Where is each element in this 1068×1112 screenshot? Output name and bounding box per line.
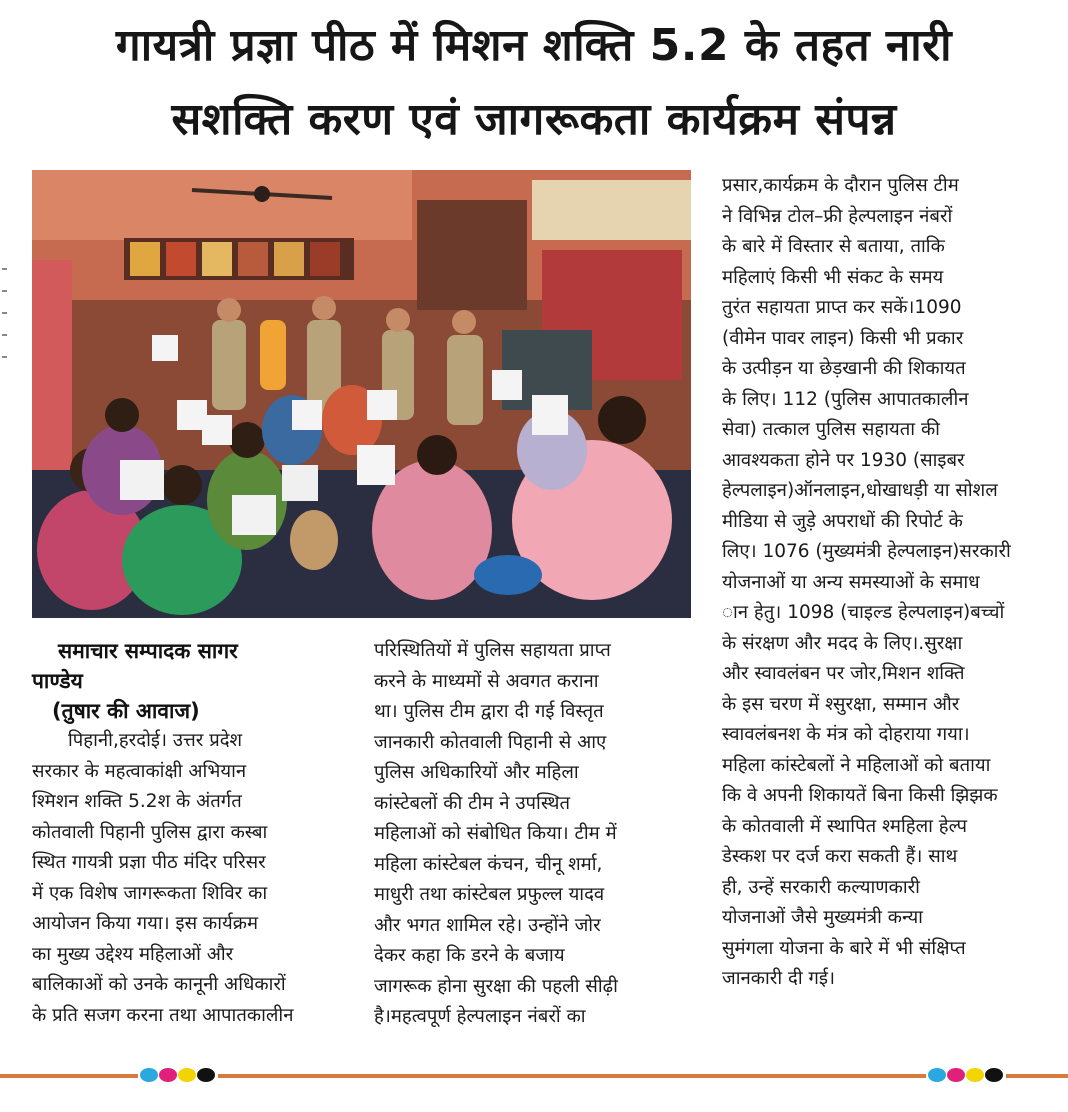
paragraph-line: के कोतवाली में स्थापित श्महिला हेल्प	[722, 815, 968, 837]
paragraph-line: हेल्पलाइन)ऑनलाइन,धोखाधड़ी या सोशल	[722, 480, 998, 501]
paragraph-line: प्रसार,कार्यक्रम के दौरान पुलिस टीम	[722, 175, 959, 196]
paragraph-line: श्मिशन शक्ति 5.2श के अंतर्गत	[32, 791, 242, 812]
paragraph-line: और भगत शामिल रहे। उन्होंने जोर	[374, 914, 601, 936]
byline-line-1: समाचार सम्पादक सागर	[58, 639, 238, 663]
registration-tick	[2, 356, 7, 358]
byline-line-2: पाण्डेय	[32, 669, 83, 693]
paragraph-line: के संरक्षण और मदद के लिए।.सुरक्षा	[722, 632, 963, 654]
paragraph-line: था। पुलिस टीम द्वारा दी गई विस्तृत	[374, 701, 604, 722]
paragraph-line: पिहानी,हरदोई। उत्तर प्रदेश	[68, 730, 243, 751]
registration-tick	[2, 312, 7, 314]
headline-line-2: सशक्ति करण एवं जागरूकता कार्यक्रम संपन्न	[171, 94, 897, 145]
paragraph-line: स्वावलंबनश के मंत्र को दोहराया गया।	[722, 724, 970, 745]
paragraph-line: स्थित गायत्री प्रज्ञा पीठ मंदिर परिसर	[32, 852, 266, 873]
paragraph-line: के उत्पीड़न या छेड़खानी की शिकायत	[722, 358, 966, 379]
footer-rule-middle	[218, 1074, 926, 1078]
paragraph-line: महिलाएं किसी भी संकट के समय	[722, 266, 944, 288]
paragraph-line: के लिए। 112 (पुलिस आपातकालीन	[722, 388, 969, 410]
paragraph-line: ने विभिन्न टोल–फ्री हेल्पलाइन नंबरों	[722, 205, 953, 227]
paragraph-line: लिए। 1076 (मुख्यमंत्री हेल्पलाइन)सरकारी	[722, 541, 1011, 562]
paragraph-line: ान हेतु। 1098 (चाइल्ड हेल्पलाइन)बच्चों	[722, 602, 1005, 623]
article-column-1	[32, 636, 350, 1031]
paragraph-line: पुलिस अधिकारियों और महिला	[374, 762, 579, 783]
cyan-dot	[928, 1068, 946, 1082]
paragraph-line: जानकारी कोतवाली पिहानी से आए	[374, 731, 607, 753]
paragraph-line: आवश्यकता होने पर 1930 (साइबर	[722, 449, 965, 471]
paragraph-line: परिस्थितियों में पुलिस सहायता प्राप्त	[374, 640, 611, 661]
news-photo	[32, 170, 691, 618]
paragraph-line: ही, उन्हें सरकारी कल्याणकारी	[722, 876, 920, 898]
registration-marks-left	[140, 1068, 215, 1082]
black-dot	[197, 1068, 215, 1082]
magenta-dot	[947, 1068, 965, 1082]
paragraph-line: कि वे अपनी शिकायतें बिना किसी झिझक	[722, 785, 998, 806]
paragraph-line: महिलाओं को संबोधित किया। टीम में	[374, 823, 617, 844]
paragraph-line: के इस चरण में श्सुरक्षा, सम्मान और	[722, 693, 960, 715]
paragraph-line: के प्रति सजग करना तथा आपातकालीन	[32, 1004, 294, 1026]
paragraph-line: देकर कहा कि डरने के बजाय	[374, 945, 565, 966]
byline-line-3: (तुषार की आवाज)	[52, 699, 200, 723]
paragraph-line: करने के माध्यमों से अवगत कराना	[374, 670, 599, 692]
paragraph-line: में एक विशेष जागरूकता शिविर का	[32, 882, 268, 904]
footer-rule-right	[1006, 1074, 1068, 1078]
article-column-2	[374, 636, 696, 1033]
paragraph-line: तुरंत सहायता प्राप्त कर सकें।1090	[722, 297, 962, 318]
paragraph-line: बालिकाओं को उनके कानूनी अधिकारों	[32, 974, 286, 995]
paragraph-line: (वीमेन पावर लाइन) किसी भी प्रकार	[722, 327, 964, 349]
paragraph-line: मीडिया से जुड़े अपराधों की रिपोर्ट के	[722, 510, 963, 532]
registration-tick	[2, 334, 7, 336]
paragraph-line: कोतवाली पिहानी पुलिस द्वारा कस्बा	[32, 821, 268, 843]
paragraph-line: और स्वावलंबन पर जोर,मिशन शक्ति	[722, 663, 965, 684]
footer-rule-left	[0, 1074, 138, 1078]
paragraph-line: के बारे में विस्तार से बताया, ताकि	[722, 236, 945, 257]
paragraph-line: माधुरी तथा कांस्टेबल प्रफुल्ल यादव	[374, 884, 605, 905]
paragraph-line: महिला कांस्टेबल कंचन, चीनू शर्मा,	[374, 853, 603, 875]
cyan-dot	[140, 1068, 158, 1082]
paragraph-line: डेस्कश पर दर्ज करा सकती हैं। साथ	[722, 846, 958, 867]
paragraph-line: जानकारी दी गई।	[722, 968, 836, 989]
black-dot	[985, 1068, 1003, 1082]
paragraph-line: महिला कांस्टेबलों ने महिलाओं को बताया	[722, 754, 991, 776]
paragraph-line: सरकार के महत्वाकांक्षी अभियान	[32, 760, 247, 782]
paragraph-line: सेवा) तत्काल पुलिस सहायता की	[722, 419, 940, 440]
paragraph-line: योजनाओं या अन्य समस्याओं के समाध	[722, 571, 980, 593]
paragraph-line: आयोजन किया गया। इस कार्यक्रम	[32, 913, 259, 934]
headline-line-1: गायत्री प्रज्ञा पीठ में मिशन शक्ति 5.2 के तहत नारी	[115, 20, 953, 71]
paragraph-line: सुमंगला योजना के बारे में भी संक्षिप्त	[722, 937, 966, 959]
paragraph-line: कांस्टेबलों की टीम ने उपस्थित	[374, 792, 571, 814]
registration-tick	[2, 268, 7, 270]
paragraph-line: का मुख्य उद्देश्य महिलाओं और	[32, 943, 234, 965]
magenta-dot	[159, 1068, 177, 1082]
paragraph-line: योजनाओं जैसे मुख्यमंत्री कन्या	[722, 907, 923, 928]
article-column-3	[722, 171, 1040, 995]
registration-marks-right	[928, 1068, 1003, 1082]
registration-tick	[2, 290, 7, 292]
paragraph-line: जागरूक होना सुरक्षा की पहली सीढ़ी	[374, 975, 618, 997]
paragraph-line: है।महत्वपूर्ण हेल्पलाइन नंबरों का	[374, 1006, 586, 1027]
yellow-dot	[966, 1068, 984, 1082]
yellow-dot	[178, 1068, 196, 1082]
